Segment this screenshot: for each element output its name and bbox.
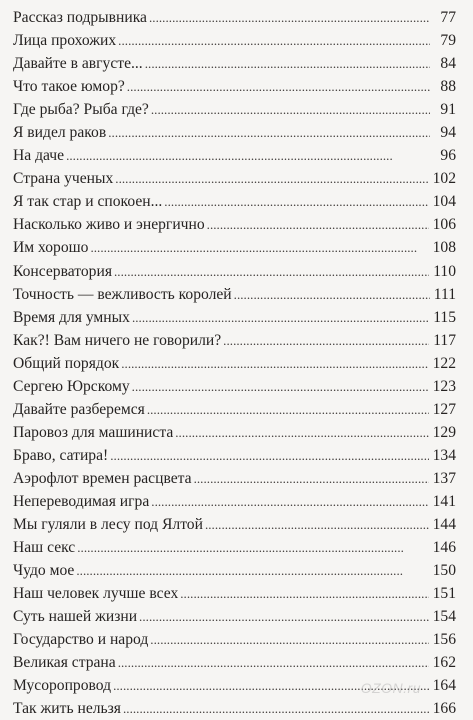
toc-entry-page: 151 <box>432 585 456 603</box>
toc-entry-page: 154 <box>432 608 456 626</box>
toc-entry-page: 111 <box>433 285 456 303</box>
toc-entry <box>13 306 456 329</box>
toc-entry-title: Насколько живо и энергично <box>13 216 205 234</box>
toc-entry-title: Великая страна <box>13 654 116 672</box>
toc-entry-title: Так жить нельзя <box>13 700 121 718</box>
dot-leader <box>147 398 429 421</box>
toc-entry-title: Паровоз для машиниста <box>13 423 174 441</box>
toc-entry-page: 162 <box>432 654 456 672</box>
toc-entry-title: Им хорошо <box>13 239 89 257</box>
dot-leader <box>77 536 428 559</box>
toc-entry <box>13 628 456 651</box>
toc-entry-page: 164 <box>432 677 456 695</box>
toc-entry-page: 115 <box>433 308 456 326</box>
toc-entry-title: Мусоропровод <box>13 677 112 695</box>
toc-entry-page: 106 <box>432 216 456 234</box>
toc-entry-title: Рассказ подрывника <box>13 9 147 26</box>
toc-entry-page: 150 <box>432 562 456 580</box>
dot-leader <box>180 582 428 605</box>
toc-entry-page: 129 <box>432 423 456 441</box>
toc-entry-title: Наш секс <box>13 539 76 557</box>
dot-leader <box>164 190 428 213</box>
toc-entry-title: Государство и народ <box>13 631 149 649</box>
dot-leader <box>205 513 429 536</box>
toc-entry <box>13 52 456 75</box>
toc-entry-title: Я видел раков <box>13 124 107 142</box>
toc-entry-title: Я так стар и спокоен... <box>13 193 163 211</box>
toc-entry <box>13 559 456 582</box>
table-of-contents <box>13 6 456 720</box>
toc-entry <box>13 444 456 467</box>
toc-entry-title: Браво, сатира! <box>13 446 109 464</box>
dot-leader <box>194 467 429 490</box>
toc-entry-page: 156 <box>432 631 456 649</box>
dot-leader <box>123 697 429 720</box>
toc-entry-title: Точность — вежливость королей <box>13 285 232 303</box>
toc-entry-title: Непереводимая игра <box>13 492 150 510</box>
dot-leader <box>234 283 430 306</box>
dot-leader <box>207 213 429 236</box>
toc-entry <box>13 375 456 398</box>
toc-entry <box>13 75 456 98</box>
toc-entry <box>13 352 456 375</box>
toc-entry-page: 91 <box>440 101 456 119</box>
toc-entry-title: Чудо мое <box>13 562 75 580</box>
toc-entry-title: Страна ученых <box>13 170 114 188</box>
toc-entry-title: Давайте разберемся <box>13 400 145 418</box>
dot-leader <box>150 628 428 651</box>
toc-entry <box>13 167 456 190</box>
toc-entry-title: Аэрофлот времен расцвета <box>13 469 192 487</box>
toc-entry <box>13 6 456 29</box>
toc-entry-page: 141 <box>432 492 456 510</box>
toc-entry <box>13 513 456 536</box>
toc-entry-page: 146 <box>432 539 456 557</box>
toc-entry-page: 144 <box>432 516 456 534</box>
dot-leader <box>76 559 428 582</box>
toc-entry-page: 96 <box>440 147 456 165</box>
toc-entry <box>13 190 456 213</box>
dot-leader <box>115 167 428 190</box>
toc-entry-page: 117 <box>433 331 456 349</box>
toc-entry-title: Лица прохожих <box>13 32 117 50</box>
toc-entry <box>13 29 456 52</box>
toc-entry-page: 102 <box>432 170 456 188</box>
toc-entry-title: Как?! Вам ничего не говорили? <box>13 331 222 349</box>
dot-leader <box>151 98 430 121</box>
dot-leader <box>175 421 428 444</box>
toc-entry <box>13 467 456 490</box>
dot-leader <box>118 651 429 674</box>
toc-entry-page: 84 <box>440 55 456 73</box>
toc-entry <box>13 605 456 628</box>
toc-entry-title: Что такое юмор? <box>13 78 125 96</box>
dot-leader <box>108 121 430 144</box>
dot-leader <box>139 605 429 628</box>
toc-entry-title: Консерватория <box>13 262 112 280</box>
toc-entry <box>13 490 456 513</box>
toc-entry <box>13 260 456 283</box>
toc-entry-page: 104 <box>432 193 456 211</box>
toc-entry <box>13 283 456 306</box>
toc-entry-page: 88 <box>440 78 456 96</box>
toc-entry-page: 79 <box>440 32 456 50</box>
watermark: OZON.ru <box>360 680 421 696</box>
toc-entry-page: 122 <box>432 354 456 372</box>
dot-leader <box>114 260 429 283</box>
dot-leader <box>121 352 428 375</box>
dot-leader <box>110 444 428 467</box>
dot-leader <box>149 6 430 29</box>
toc-entry-title: Время для умных <box>13 308 130 326</box>
dot-leader <box>66 144 430 167</box>
toc-entry <box>13 582 456 605</box>
toc-entry-title: Где рыба? Рыба где? <box>13 101 149 119</box>
dot-leader <box>118 29 430 52</box>
toc-entry-title: Сергею Юрскому <box>13 377 130 395</box>
toc-entry <box>13 144 456 167</box>
toc-entry-title: Давайте в августе... <box>13 55 143 73</box>
toc-entry <box>13 329 456 352</box>
toc-entry-title: На даче <box>13 147 65 165</box>
toc-entry-page: 127 <box>432 400 456 418</box>
toc-entry-page: 137 <box>432 469 456 487</box>
toc-entry-title: Наш человек лучше всех <box>13 585 179 603</box>
dot-leader <box>127 75 430 98</box>
toc-entry <box>13 421 456 444</box>
dot-leader <box>90 236 428 259</box>
toc-entry <box>13 651 456 674</box>
toc-entry <box>13 98 456 121</box>
toc-entry-title: Суть нашей жизни <box>13 608 138 626</box>
toc-entry-page: 77 <box>440 9 456 26</box>
toc-entry-title: Общий порядок <box>13 354 120 372</box>
dot-leader <box>132 306 429 329</box>
toc-entry-page: 166 <box>432 700 456 718</box>
toc-entry-title: Мы гуляли в лесу под Ялтой <box>13 516 203 534</box>
dot-leader <box>145 52 430 75</box>
dot-leader <box>151 490 428 513</box>
toc-entry <box>13 121 456 144</box>
dot-leader <box>132 375 429 398</box>
toc-entry-page: 123 <box>432 377 456 395</box>
toc-entry <box>13 213 456 236</box>
toc-entry-page: 108 <box>432 239 456 257</box>
toc-entry-page: 110 <box>433 262 456 280</box>
dot-leader <box>223 329 429 352</box>
toc-entry <box>13 697 456 720</box>
toc-entry <box>13 236 456 259</box>
toc-entry <box>13 398 456 421</box>
toc-entry-page: 134 <box>432 446 456 464</box>
toc-entry-page: 94 <box>440 124 456 142</box>
toc-entry <box>13 536 456 559</box>
